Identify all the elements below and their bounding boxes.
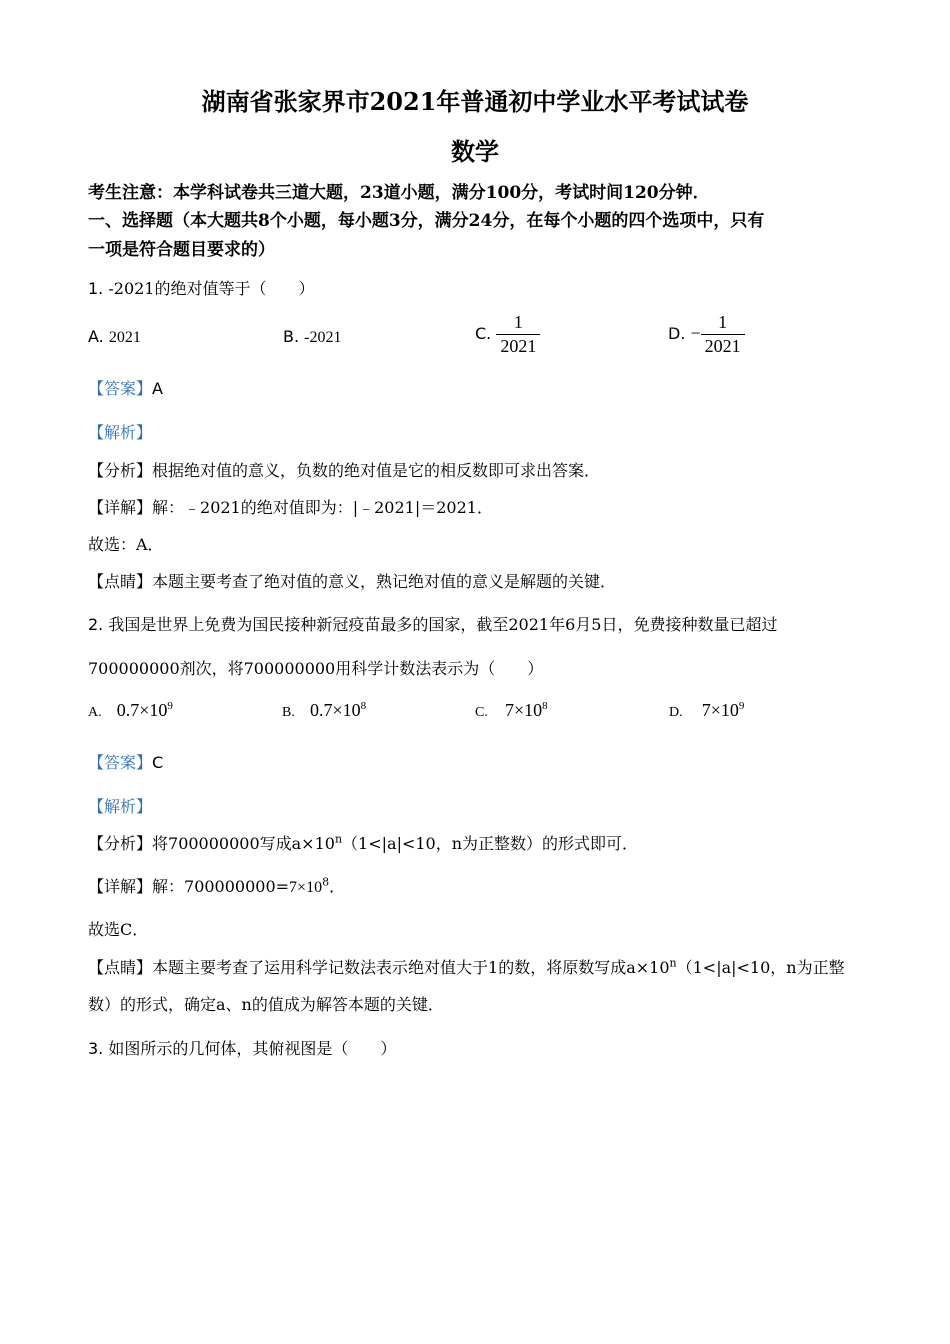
detail-text: 解：$700000000=7\times 10^8$． — [152, 875, 346, 896]
option-label: A. — [88, 327, 104, 346]
fraction-denominator: 2021 — [496, 334, 540, 357]
q1-choose: 故选：A． — [88, 535, 164, 554]
option-value: $0.7\times 10^9$ — [116, 700, 173, 720]
dianjing-tag: 【点睛】 — [88, 572, 153, 591]
fenxi-tag: 【分析】 — [88, 834, 153, 853]
q2-analysis-tag: 【解析】 — [88, 797, 153, 816]
fraction — [496, 312, 540, 357]
q1-option-c — [475, 312, 540, 357]
q2-detail — [88, 874, 345, 897]
minus-sign: − — [690, 323, 701, 343]
option-label: C. — [475, 324, 492, 343]
q2-fenxi — [88, 831, 638, 854]
question-2-line1 — [88, 612, 777, 635]
option-label: B. — [282, 705, 295, 720]
fraction-numerator: 1 — [513, 312, 523, 332]
dianjing-text: 本题主要考查了绝对值的意义，熟记绝对值的意义是解题的关键． — [152, 572, 617, 591]
fenxi-text: 根据绝对值的意义，负数的绝对值是它的相反数即可求出答案． — [152, 461, 601, 480]
question-stem: 我国是世界上免费为国民接种新冠疫苗最多的国家，截至2021年6月5日，免费接种数量已超过 — [108, 615, 778, 634]
fraction — [701, 312, 745, 357]
q1-dianjing — [88, 569, 616, 592]
q1-analysis-tag: 【解析】 — [88, 423, 153, 442]
dianjing-tag: 【点睛】 — [88, 958, 153, 977]
option-label: C. — [475, 705, 488, 720]
question-number: 3. — [88, 1039, 104, 1058]
answer-tag: 【答案】 — [88, 753, 153, 772]
subject-title: 数学 — [451, 137, 499, 166]
q1-answer — [88, 376, 163, 399]
q1-option-d — [668, 312, 745, 357]
answer-value: A — [152, 379, 163, 398]
q2-choose: 故选C． — [88, 920, 149, 939]
detail-tag: 【详解】 — [88, 877, 153, 896]
q2-option-c — [475, 700, 548, 721]
option-label: B. — [283, 327, 300, 346]
question-stem: 如图所示的几何体，其俯视图是（ ） — [108, 1039, 397, 1058]
q2-option-a — [88, 700, 173, 721]
q1-detail — [88, 495, 493, 518]
question-stem: -2021的绝对值等于（ ） — [108, 279, 315, 298]
option-label: D. — [668, 324, 686, 343]
question-number: 2. — [88, 615, 104, 634]
exam-notice: 考生注意：本学科试卷共三道大题，23道小题，满分100分，考试时间120分钟． — [88, 183, 710, 203]
option-label: D. — [669, 705, 683, 720]
section-heading-line2: 一项是符合题目要求的） — [88, 240, 275, 260]
option-value: $0.7\times 10^8$ — [309, 700, 367, 720]
q2-dianjing-line2: 数）的形式，确定a、n的值成为解答本题的关键． — [88, 995, 444, 1014]
detail-text: 解：﹣2021的绝对值即为：|﹣2021|＝2021． — [152, 498, 493, 517]
option-value: $7\times 10^9$ — [701, 700, 745, 720]
question-2-line2: 700000000剂次，将700000000用科学计数法表示为（ ） — [88, 659, 544, 678]
fraction-numerator: 1 — [718, 312, 728, 332]
q1-option-b — [283, 327, 341, 347]
section-heading-line1: 一、选择题（本大题共8个小题，每小题3分，满分24分，在每个小题的四个选项中，只有 — [88, 211, 765, 231]
dianjing-text: 本题主要考查了运用科学记数法表示绝对值大于1的数，将原数写成$a\times 10^n(1<|a|<10$，n为正整 — [152, 956, 845, 977]
answer-value: C — [152, 753, 164, 772]
exam-title: 湖南省张家界市2021年普通初中学业水平考试试卷 — [201, 87, 749, 116]
q2-option-b — [282, 700, 366, 721]
question-1 — [88, 276, 315, 299]
option-value: $7\times 10^8$ — [504, 700, 548, 720]
q2-answer — [88, 750, 163, 773]
fraction-denominator: 2021 — [701, 334, 745, 357]
fenxi-tag: 【分析】 — [88, 461, 153, 480]
detail-tag: 【详解】 — [88, 498, 153, 517]
q1-fenxi — [88, 458, 600, 481]
option-value: -2021 — [304, 329, 342, 346]
q2-option-d — [669, 700, 744, 721]
fenxi-text: 将700000000写成$a\times 10^n(1<|a|<10$，n为正整数）的形式即可． — [152, 832, 639, 853]
option-value: 2021 — [108, 329, 141, 346]
q1-option-a — [88, 327, 141, 347]
option-label: A. — [88, 705, 102, 720]
question-number: 1. — [88, 279, 104, 298]
q2-dianjing-line1 — [88, 955, 845, 978]
question-3 — [88, 1036, 396, 1059]
answer-tag: 【答案】 — [88, 379, 153, 398]
